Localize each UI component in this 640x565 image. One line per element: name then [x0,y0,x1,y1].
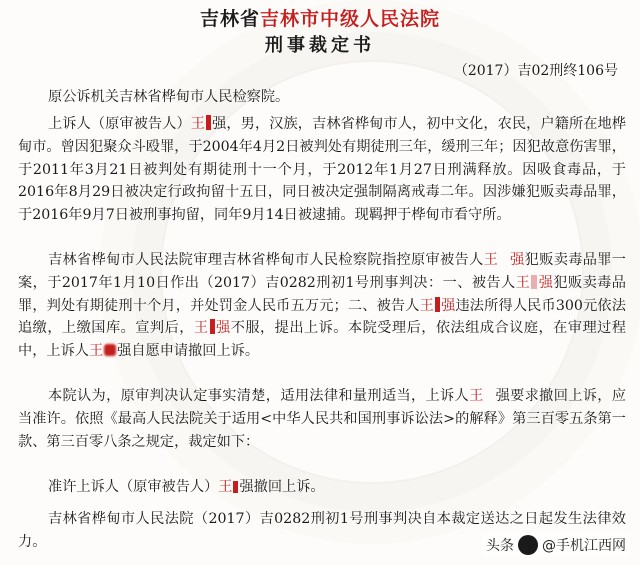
redaction-mark [206,115,211,130]
watermark-account: @手机江西网 [542,538,626,554]
defendant-name: 强 [117,343,132,360]
defendant-name: 王 [515,274,531,291]
defendant-name: 强 [510,252,525,268]
defendant-name: 王 [419,297,434,314]
court-province: 吉林省 [199,8,260,30]
defendant-name: 强 [495,388,511,404]
defendant-name: 王 [88,343,104,360]
defendant-name: 王 [483,252,499,268]
watermark-source: 头条 [486,538,514,554]
paragraph-ruling: 准许上诉人（原审被告人）王 强撤回上诉。 [48,479,325,495]
defendant-name: 强 [212,116,227,132]
paragraph-court-opinion: 本院认为，原审判决认定事实清楚，适用法律和量刑适当，上诉人王 强要求撤回上诉，应当准许。依照《最高人民法院关于适用<中华人民共和国刑事诉讼法>的解释》第三百零五条第一款、第三百零八条之规定，裁定如下： [18,388,626,450]
paragraph-trial-history: 吉林省桦甸市人民法院审理吉林省桦甸市人民检察院指控原审被告人王 强犯贩卖毒品罪一案，于2017年1月10日作出（2017）吉0282刑初1号刑事判决：一、被告人王 强犯贩卖毒品罪，判处有期徒刑十个月，并处罚金人民币五万元；二、被告人王 强违法所得人民币300元依法追缴，上缴国库。宣判后，王 强不服，提出上诉。本院受理后，依法组成合议庭，在审理过程中，上诉人王 强自愿申请撤回上诉。 [18,252,626,360]
court-city: 吉林市中级人民法院 [260,8,441,30]
defendant-name: 王 [218,479,233,495]
defendant-name: 王 [193,320,209,337]
court-name [0,4,640,31]
defendant-name: 强 [239,479,254,495]
redaction-mark [531,275,537,289]
case-number: （2017）吉02刑终106号 [453,63,618,79]
defendant-name: 强 [538,274,554,291]
defendant-name: 王 [469,388,484,404]
watermark [482,533,630,557]
paragraph-prosecutor: 原公诉机关吉林省桦甸市人民检察院。 [48,89,290,105]
paragraph-effectiveness: 吉林省桦甸市人民法院（2017）吉0282刑初1号刑事判决自本裁定送达之日起发生法律效力。 [18,511,626,550]
defendant-name: 王 [190,116,206,132]
redaction-mark [104,344,116,356]
avatar-icon [518,535,538,555]
defendant-name: 强 [215,320,231,337]
defendant-name: 强 [440,297,456,314]
redaction-mark [210,319,215,334]
document-title: 刑事裁定书 [265,35,375,56]
paragraph-appellant: 上诉人（原审被告人）王 强，男，汉族，吉林省桦甸市人，初中文化，农民，户籍所在地桦甸市。曾因犯聚众斗殴罪，于2004年4月2日被判处有期徒刑三年，缓刑三年；因犯故意伤害罪，于2011年3月21日被判处有期徒刑十一个月，于2012年1月27日刑满释放。因吸食毒品，于2016年8月29日被决定行政拘留十五日，同日被决定强制隔离戒毒二年。因涉嫌犯贩卖毒品罪，于2016年9月7日被刑事拘留，同年9月14日被逮捕。现羁押于桦甸市看守所。 [18,116,626,224]
redaction-mark [435,297,440,312]
redaction-mark [233,481,238,493]
